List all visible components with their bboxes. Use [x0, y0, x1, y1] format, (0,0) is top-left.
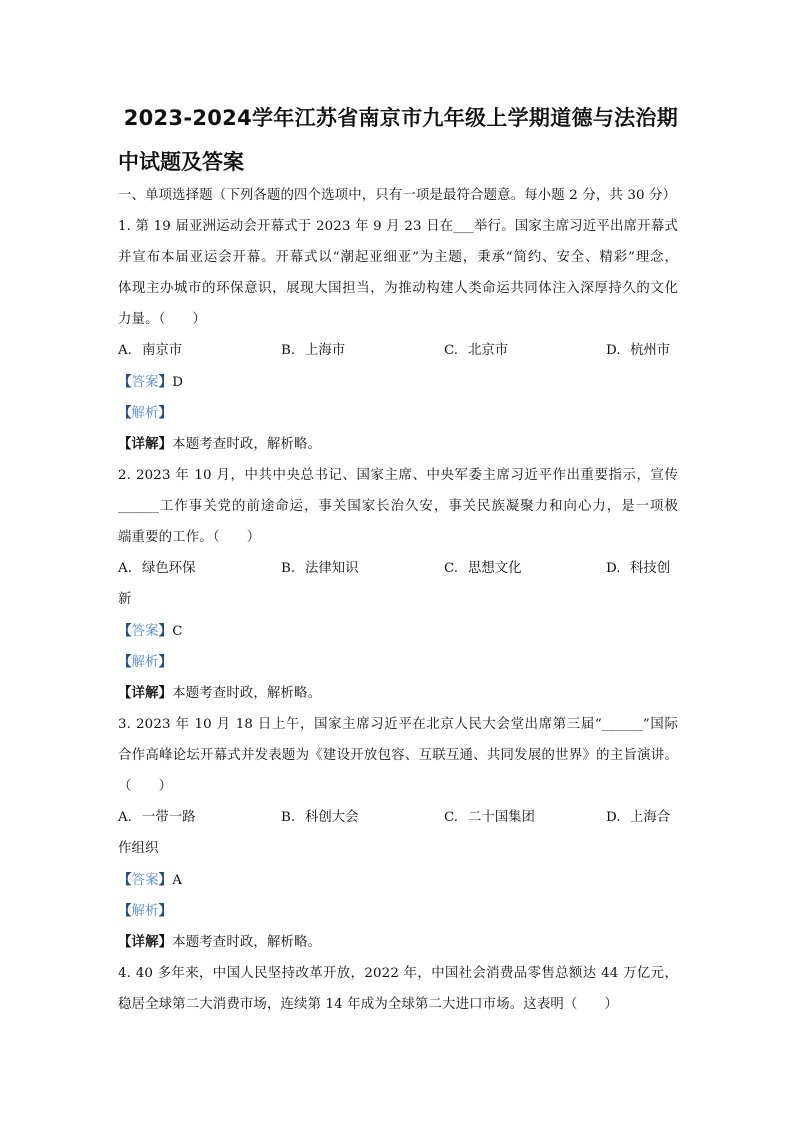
answer-label: 【答案】	[118, 623, 173, 639]
option-d: D. 杭州市	[606, 343, 671, 358]
option-c: C. 北京市	[444, 343, 509, 358]
question-2-option-overflow: 新	[118, 592, 132, 607]
option-c: C. 二十国集团	[444, 810, 535, 825]
question-1-answer	[118, 372, 678, 393]
detail-label: 【详解】	[118, 685, 173, 701]
question-4-line-1: 4. 40 多年来，中国人民坚持改革开放，2022 年，中国社会消费品零售总额达 44 万亿元，	[118, 966, 678, 981]
section-heading: 一、单项选择题（下列各题的四个选项中，只有一项是最符合题意。每小题 2 分，共 30 分）	[118, 188, 677, 203]
question-4-line-2: 稳居全球第二大消费市场，连续第 14 年成为全球第二大进口市场。这表明（ ）	[118, 997, 619, 1012]
question-2-line-2: ______工作事关党的前途命运，事关国家长治久安，事关民族凝聚力和向心力，是一项极	[118, 499, 678, 514]
option-d: D. 上海合	[606, 810, 671, 825]
question-1-detail	[118, 434, 678, 455]
detail-text: 本题考查时政，解析略。	[172, 437, 322, 452]
question-1-line-3: 体现主办城市的环保意识，展现大国担当，为推动构建人类命运共同体注入深厚持久的文化	[118, 281, 678, 296]
answer-value: D	[172, 375, 184, 390]
answer-label: 【答案】	[118, 872, 173, 888]
option-a: A. 南京市	[118, 343, 183, 358]
option-d: D. 科技创	[606, 561, 671, 576]
question-3-analysis-label: 【解析】	[118, 903, 173, 919]
option-b: B. 法律知识	[281, 561, 359, 576]
question-2-line-3: 端重要的工作。（ ）	[118, 530, 261, 545]
detail-label: 【详解】	[118, 934, 173, 950]
detail-text: 本题考查时政，解析略。	[172, 935, 322, 950]
question-1-line-1: 1. 第 19 届亚洲运动会开幕式于 2023 年 9 月 23 日在___举行。国家主席习近平出席开幕式	[118, 219, 678, 234]
question-1-options	[118, 341, 678, 361]
question-2-answer	[118, 621, 678, 642]
option-a: A. 一带一路	[118, 810, 196, 825]
option-c: C. 思想文化	[444, 561, 522, 576]
option-b: B. 上海市	[281, 343, 346, 358]
answer-value: C	[172, 624, 183, 639]
option-b: B. 科创大会	[281, 810, 359, 825]
option-a: A. 绿色环保	[118, 561, 196, 576]
question-1-line-2: 并宣布本届亚运会开幕。开幕式以“潮起亚细亚”为主题，秉承“简约、安全、精彩”理念，	[118, 250, 678, 265]
question-2-options	[118, 559, 678, 579]
question-3-detail	[118, 932, 678, 953]
question-2-line-1: 2. 2023 年 10 月，中共中央总书记、国家主席、中央军委主席习近平作出重要指示，宣传	[118, 468, 678, 483]
document-title	[118, 96, 678, 184]
title-line-1: 2023-2024学年江苏省南京市九年级上学期道德与法治期	[123, 106, 678, 130]
detail-label: 【详解】	[118, 436, 173, 452]
question-3-answer	[118, 870, 678, 891]
question-1-analysis-label: 【解析】	[118, 405, 173, 421]
question-2-detail	[118, 683, 678, 704]
question-3-options	[118, 808, 678, 828]
detail-text: 本题考查时政，解析略。	[172, 686, 322, 701]
question-3-line-3: （ ）	[118, 779, 173, 794]
question-3-line-2: 合作高峰论坛开幕式并发表题为《建设开放包容、互联互通、共同发展的世界》的主旨演讲。	[118, 748, 678, 763]
question-2-analysis-label: 【解析】	[118, 654, 173, 670]
answer-label: 【答案】	[118, 374, 173, 390]
question-1-line-4: 力量。（ ）	[118, 312, 207, 327]
answer-value: A	[172, 873, 183, 888]
question-3-option-overflow: 作组织	[118, 841, 159, 856]
question-3-line-1: 3. 2023 年 10 月 18 日上午，国家主席习近平在北京人民大会堂出席第三届“______”国际	[118, 717, 678, 732]
title-line-2: 中试题及答案	[118, 150, 244, 174]
